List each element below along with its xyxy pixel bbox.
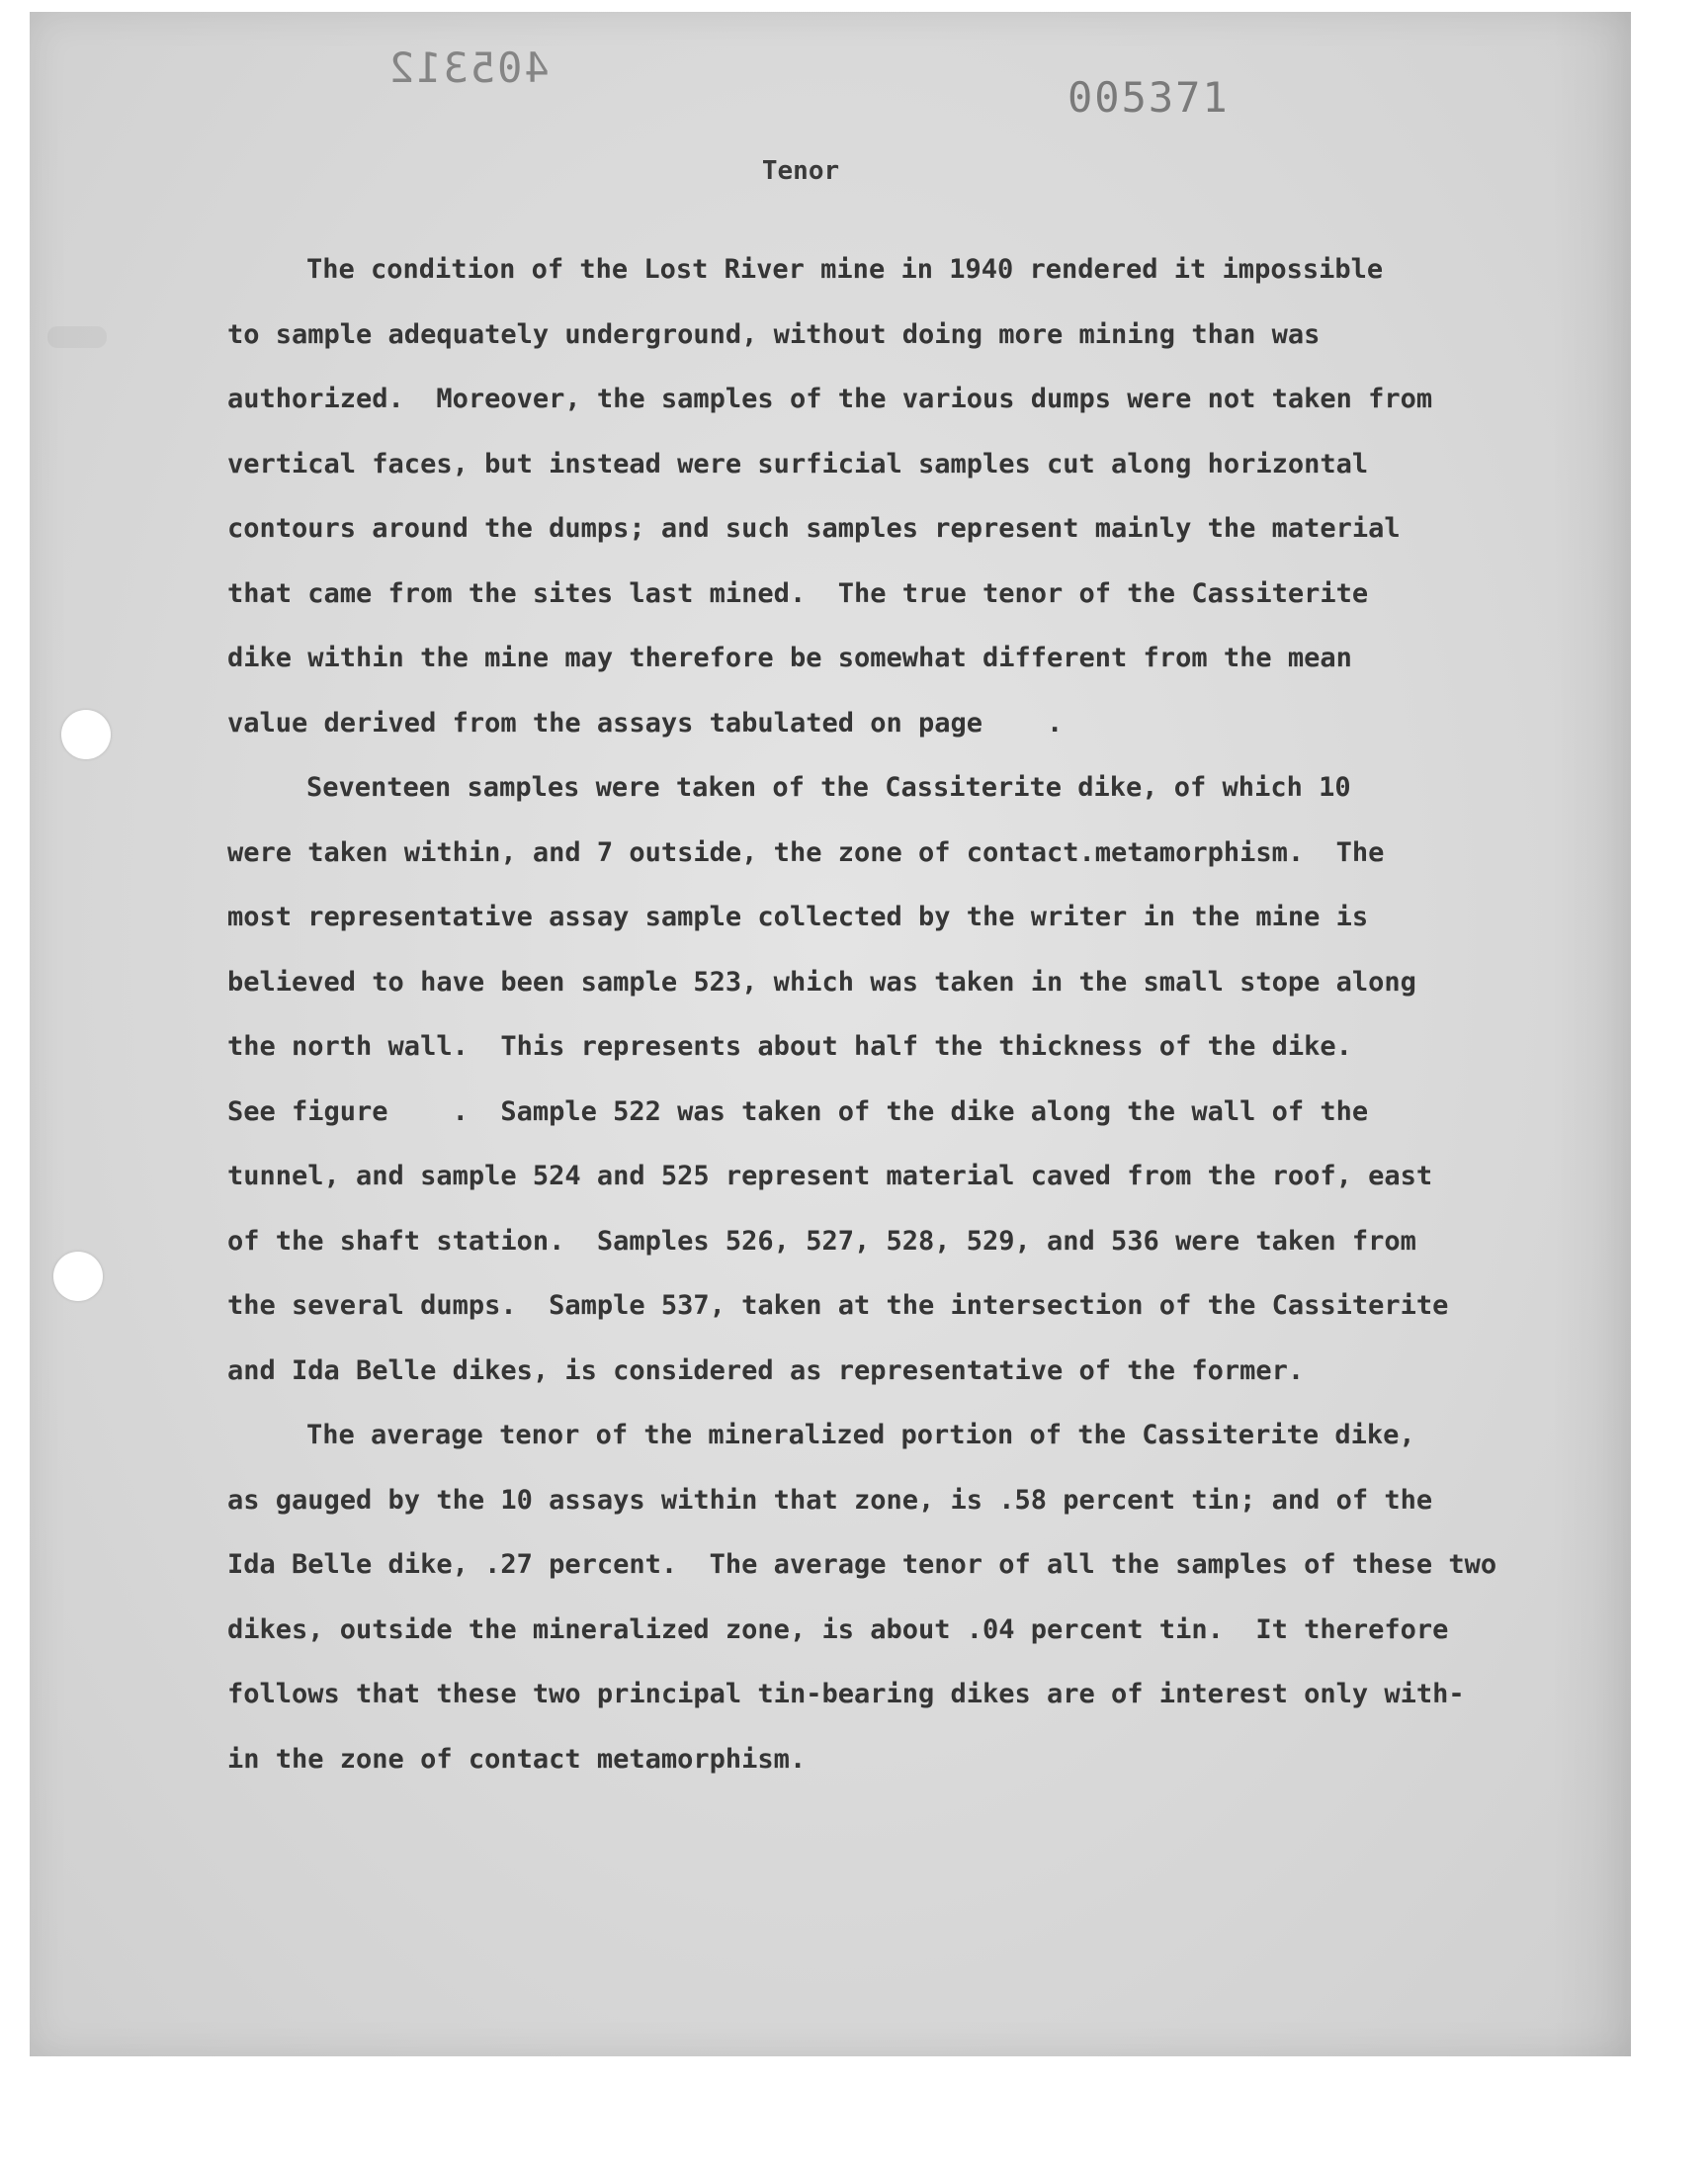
- text-line: dike within the mine may therefore be somewhat different from the mean: [227, 643, 1352, 673]
- text-line: the north wall. This represents about half the thickness of the dike.: [227, 1031, 1352, 1062]
- page-title: Tenor: [761, 156, 840, 186]
- mirrored-page-stamp: 405312: [387, 44, 550, 92]
- text-line: of the shaft station. Samples 526, 527, 528, 529, and 536 were taken from: [227, 1225, 1416, 1257]
- text-line: authorized. Moreover, the samples of the various dumps were not taken from: [227, 384, 1433, 414]
- text-line: follows that these two principal tin-bearing dikes are of interest only with-: [227, 1679, 1465, 1709]
- text-line: See figure . Sample 522 was taken of the dike along the wall of the: [227, 1095, 1369, 1127]
- text-line: to sample adequately underground, without doing more mining than was: [227, 318, 1321, 350]
- binder-hole: [61, 710, 111, 759]
- text-line: and Ida Belle dikes, is considered as representative of the former.: [227, 1354, 1305, 1386]
- scanned-page: [30, 12, 1631, 2056]
- text-line: dikes, outside the mineralized zone, is about .04 percent tin. It therefore: [227, 1613, 1449, 1645]
- text-line: that came from the sites last mined. The true tenor of the Cassiterite: [227, 577, 1369, 609]
- text-line: Ida Belle dike, .27 percent. The average tenor of all the samples of these two: [227, 1549, 1497, 1580]
- text-line: contours around the dumps; and such samples represent mainly the material: [227, 513, 1401, 544]
- page-edge-shading: [1552, 12, 1631, 2056]
- page-stamp-number: 005371: [1068, 73, 1230, 122]
- text-line: the several dumps. Sample 537, taken at the intersection of the Cassiterite: [227, 1290, 1449, 1321]
- text-line: vertical faces, but instead were surficial samples cut along horizontal: [227, 448, 1369, 479]
- text-line: The average tenor of the mineralized portion of the Cassiterite dike,: [306, 1420, 1415, 1450]
- page-smudge: [47, 326, 107, 348]
- text-line: as gauged by the 10 assays within that zone, is .58 percent tin; and of the: [227, 1484, 1433, 1516]
- binder-hole: [53, 1252, 103, 1301]
- document-body: [227, 237, 1552, 1791]
- text-line: most representative assay sample collected by the writer in the mine is: [227, 902, 1369, 932]
- text-line: The condition of the Lost River mine in 1940 rendered it impossible: [306, 254, 1384, 285]
- text-line: Seventeen samples were taken of the Cassiterite dike, of which 10: [306, 772, 1351, 803]
- text-line: believed to have been sample 523, which was taken in the small stope along: [227, 966, 1416, 998]
- text-line: tunnel, and sample 524 and 525 represent material caved from the roof, east: [227, 1161, 1433, 1191]
- text-line: value derived from the assays tabulated on page .: [227, 707, 1064, 739]
- text-line: in the zone of contact metamorphism.: [227, 1743, 807, 1775]
- text-line: were taken within, and 7 outside, the zone of contact.metamorphism. The: [227, 836, 1385, 868]
